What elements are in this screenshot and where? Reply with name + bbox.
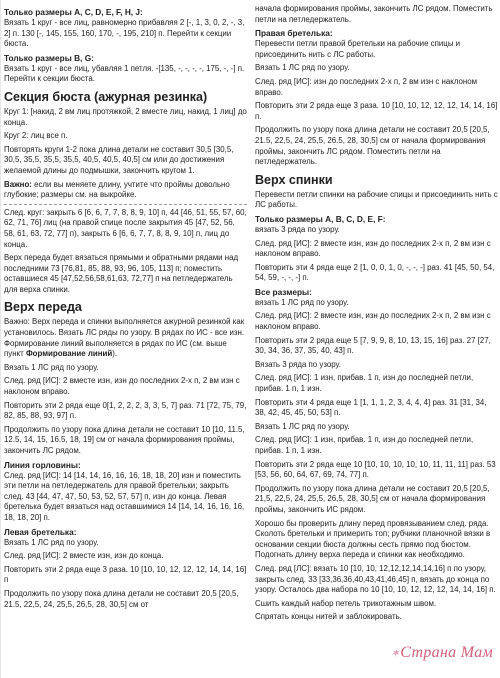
- paragraph-text: Сшить каждый набор петель трикотажным швом.: [255, 598, 437, 608]
- paragraph-text: начала формирования проймы, закончить ЛС рядом. Поместить петли на петледержатель.: [255, 4, 493, 24]
- subsection-heading: Только размеры А, С, D, E, F, H, J:: [4, 7, 143, 17]
- left-column: [4, 4, 247, 613]
- paragraph-text: Круг 2: лиц все п.: [4, 131, 68, 141]
- instruction-paragraph: [255, 484, 498, 516]
- instruction-paragraph: [255, 263, 498, 284]
- paragraph-text: Повторить эти 2 ряда еще 3 раза. 10 [10, 10, 12, 12, 12, 14, 14, 16] п.: [255, 101, 498, 121]
- watermark-text: Страна Мам: [400, 644, 493, 661]
- section-heading: Секция бюста (ажурная резинка): [4, 89, 208, 104]
- instruction-paragraph: [4, 18, 247, 50]
- paragraph-text: След. ряд [ИС]: 2 вместе изн, изн до последних 2-х п, 2 вм изн с наклоном вправо.: [255, 311, 491, 332]
- instruction-paragraph: [255, 519, 498, 561]
- instruction-paragraph: [4, 376, 247, 397]
- instruction-paragraph: [4, 401, 247, 422]
- instruction-paragraph: [4, 565, 247, 586]
- subsection-heading: Левая бретелька:: [4, 526, 77, 537]
- paragraph-text: Вязать 1 круг - все лиц, равномерно прибавляя 2 [-, 1, 3, 0, 2, -, 3, 2] п. 130 [-, 145, 155, 160, 170, -, 195, 210] п. Перейти к секции бюста.: [4, 18, 245, 49]
- instruction-paragraph: [4, 471, 247, 524]
- paragraph-text: вязать 3 ряда по узору.: [255, 224, 340, 234]
- instruction-paragraph: [4, 538, 247, 549]
- paragraph-text: Повторить эти 2 ряда еще 10 [10, 10, 10, 10, 10, 11, 11, 11] раз. 53 [53, 56, 60, 64, 67, 69, 74, 77] п.: [255, 459, 496, 480]
- instruction-paragraph: [255, 599, 498, 610]
- section-heading: Верх спинки: [255, 172, 333, 187]
- instruction-paragraph: [4, 131, 247, 142]
- instruction-paragraph: [255, 239, 498, 260]
- paragraph-text: След. ряд [ИС]: 2 вместе изн, изн до последних 2-х п, 2 вм изн с наклоном вправо.: [255, 238, 491, 259]
- paragraph-text: Повторить эти 2 ряда еще 3 раза. 10 [10, 10, 12, 12, 12, 14, 14, 16] п: [4, 564, 247, 585]
- emphasis-text: Формирование линий: [25, 349, 113, 359]
- instruction-paragraph: [255, 398, 498, 419]
- paragraph-text: вязать 1 ЛС ряд по узору.: [255, 297, 349, 307]
- paragraph-text: Вязать 3 ряда по узору.: [255, 359, 341, 369]
- instruction-paragraph: [255, 39, 498, 60]
- instruction-paragraph: [255, 101, 498, 122]
- paragraph-text: Продолжить по узору пока длина детали не составит 20,5 [20,5, 21.5, 22,5, 24, 25,5, 26.5, 28, 30,5] см от начала формирования проймы, закончить ЛС рядом. Поместить петли на петледержатель.: [255, 125, 490, 167]
- paragraph-text: След. ряд [ИС]: 2 вместе изн, изн до последних 2-х п, 2 вм изн с наклоном вправо.: [4, 376, 240, 397]
- paragraph-text: Вязать 1 ЛС ряд по узору.: [4, 362, 99, 372]
- instruction-paragraph: [255, 422, 498, 433]
- paragraph-text: Повторить эти 2 ряда еще 0[1, 2, 2, 2, 3, 3, 5, 7] раз. 71 [72, 75, 79, 82, 85, 88, 93, 97] п.: [4, 400, 247, 421]
- note-lead: Важно:: [4, 179, 32, 189]
- paragraph-tail: ).: [112, 349, 118, 359]
- instruction-paragraph: [4, 363, 247, 374]
- instruction-paragraph: [255, 4, 498, 25]
- instruction-paragraph: [4, 180, 247, 201]
- instruction-paragraph: [255, 360, 498, 371]
- paragraph-text: Вязать 1 ЛС ряд по узору.: [4, 537, 99, 547]
- instruction-paragraph: [255, 311, 498, 332]
- subsection-heading: Только размеры В, G:: [4, 52, 94, 63]
- instruction-paragraph: [4, 64, 247, 85]
- paragraph-text: Перевести петли правой бретельки на рабочие спицы и присоединить нить с ЛС работы.: [255, 39, 461, 59]
- instruction-paragraph: [4, 145, 247, 177]
- subsection-heading: Линия горловины:: [4, 459, 81, 470]
- paragraph-text: След. ряд [ИС]: 1 изн, прибав. 1 п, изн до последней петли, прибав. 1 п, 1 изн.: [255, 435, 474, 455]
- paragraph-text: Верх переда будет вязаться прямыми и обратными рядами над последними 73 [76,81, 85, 88, 93, 96, 105, 113] п; поместить оставшиеся 45 [47,52,56,58,61,63, 72,77] п на петледержатель для верха спинки.: [4, 253, 239, 294]
- instruction-paragraph: [4, 317, 247, 359]
- instruction-paragraph: [4, 589, 247, 610]
- instruction-paragraph: [4, 425, 247, 457]
- instruction-paragraph: [4, 208, 247, 250]
- paragraph-text: Повторить эти 4 ряда еще 2 [1, 0, 0, 1, 0, -, -, -] раз. 41 [45, 50, 54, 54, 59, -, -, -] п.: [255, 262, 495, 283]
- section-heading: Верх переда: [4, 300, 82, 315]
- instruction-paragraph: [255, 564, 498, 596]
- paragraph-text: Перевести петли спинки на рабочие спицы и присоединить нить с ЛС работы.: [255, 189, 498, 210]
- paragraph-text: Повторять круги 1-2 пока длина детали не составит 30,5 [30,5, 30,5, 35,5, 35,5, 35,5, 40,5, 40,5, 40,5] см или до достижения желаемой длины до подмышки, закончить кругом 1.: [4, 144, 234, 175]
- paragraph-text: Повторить эти 4 ряда еще 1 [1, 1, 1, 2, 3, 4, 4, 4] раз. 31 [31, 34, 38, 42, 45, 45, 50, 53] п.: [255, 397, 487, 418]
- paragraph-text: Круг 1: [накид, 2 вм лиц протяжкой, 2 вместе лиц, накид, 1 лиц] до конца.: [4, 106, 247, 127]
- paragraph-text: Хорошо бы проверить длину перед провязыванием след. ряда. Сколоть бретельки и примерить топ; рубчики планочной вязки в основании секции бюста должны сесть прямо под бюстом. Подогнать длину верха переда и спинки как необходимо.: [255, 518, 491, 560]
- paragraph-text: След. ряд [ИС]: изн до последних 2-х п, 2 вм изн с наклоном вправо.: [255, 76, 478, 97]
- right-column: [255, 4, 498, 626]
- instruction-paragraph: [4, 253, 247, 295]
- instruction-paragraph: [255, 190, 498, 211]
- paragraph-text: След. ряд [ИС]: 14 [14, 14, 16, 16, 16, 18, 18, 20] изн и поместить эти петли на петледержатель для правой бретельки; закрыть след. 43 [44, 47, 47, 50, 53, 52, 57, 57] п, изн до конца. Левая бретелька будет вязаться над оставшимися 14 [14, 14, 16, 16, 16, 18, 18, 20] п.: [4, 470, 245, 522]
- instruction-paragraph: [255, 460, 498, 481]
- instruction-paragraph: [255, 225, 498, 236]
- paragraph-text: След. ряд [ИС]: 2 вместе изн, изн до конца.: [4, 551, 164, 561]
- instruction-paragraph: [255, 612, 498, 623]
- dashed-divider: [4, 204, 247, 205]
- subsection-heading: Правая бретелька:: [255, 28, 333, 39]
- paragraph-text: если вы меняете длину, учтите что проймы довольно глубокие; размеры см. на выкройке.: [4, 179, 230, 200]
- paragraph-text: Повторить эти 2 ряда еще 5 [7, 9, 9, 8, 10, 13, 15, 16] раз. 27 [27, 30, 34, 36, 37, 35, 40, 43] п.: [255, 335, 491, 356]
- star-icon: ✶: [389, 646, 401, 660]
- paragraph-text: Важно: Верх переда и спинки выполняется ажурной резинкой как установилось. Вязать ЛС ряды по узору. В рядах по ИС - все изн. Формирование линий выполняется в рядах по ИС (см. выше пункт: [4, 317, 245, 359]
- instruction-paragraph: [255, 336, 498, 357]
- paragraph-text: След. круг: закрыть 6 [6, 6, 7, 7, 8, 8, 9, 10] п, 44 [46, 51, 55, 57, 60, 62, 71, 76] лиц (на правой спице после закрытия 45 [47, 52, 56, 58, 61, 63, 72, 77] п), закрыть 6 [6, 6, 7, 7, 8, 8, 9, 10] п, лиц до конца.: [4, 207, 247, 249]
- subsection-heading: Только размеры А, В, С, D, E, F:: [255, 213, 386, 224]
- instruction-paragraph: [255, 125, 498, 167]
- paragraph-text: Продолжить по узору пока длина детали не составит 20,5 [20,5, 21,5, 22,5, 24, 25,5, 26,5, 28, 30,5] см от начала формирования проймы, закончить ИС рядом.: [255, 483, 490, 514]
- paragraph-text: Продолжить по узору пока длина детали не составит 20,5 [20,5, 21.5, 22,5, 24, 25,5, 26,5, 28, 30,5] см от: [4, 588, 239, 609]
- instruction-paragraph: [255, 298, 498, 309]
- instruction-paragraph: [255, 63, 498, 74]
- instruction-paragraph: [255, 77, 498, 98]
- paragraph-text: След. ряд [ИС]: 1 изн, прибав. 1 п, изн до последней петли, прибав. 1 п, 1 изн.: [255, 373, 474, 394]
- paragraph-text: След. ряд [ЛС]: вязать 10 [10, 10, 12,12,12,14,14,16] п по узору, закрыть след. 33 [33,36,36,40,43,41,46,45] п, вязать до конца по узору. Осталось два набора по 10 [10, 10, 12, 12, 12, 14, 14, 16] п.: [255, 563, 496, 595]
- paragraph-text: Вязать 1 ЛС ряд по узору.: [255, 63, 350, 73]
- subsection-heading: Все размеры:: [255, 286, 312, 297]
- instruction-paragraph: [255, 373, 498, 394]
- paragraph-text: Вязать 1 ЛС ряд по узору.: [255, 421, 350, 431]
- instruction-paragraph: [4, 551, 247, 562]
- paragraph-text: Продолжить по узору пока длина детали не составит 10 [10, 11.5, 12.5, 14, 15, 16.5, 18, 19] см от начала формирования проймы, закончить ЛС рядом.: [4, 424, 245, 455]
- instruction-paragraph: [255, 435, 498, 456]
- paragraph-text: Спрятать концы нитей и заблокировать.: [255, 612, 402, 622]
- instruction-paragraph: [4, 107, 247, 128]
- site-watermark: [390, 644, 493, 662]
- paragraph-text: Вязать 1 круг - все лиц, убавляя 1 петля. -[135, -, -, -, -, 175, -, -] п. Перейти к секции бюста.: [4, 63, 245, 84]
